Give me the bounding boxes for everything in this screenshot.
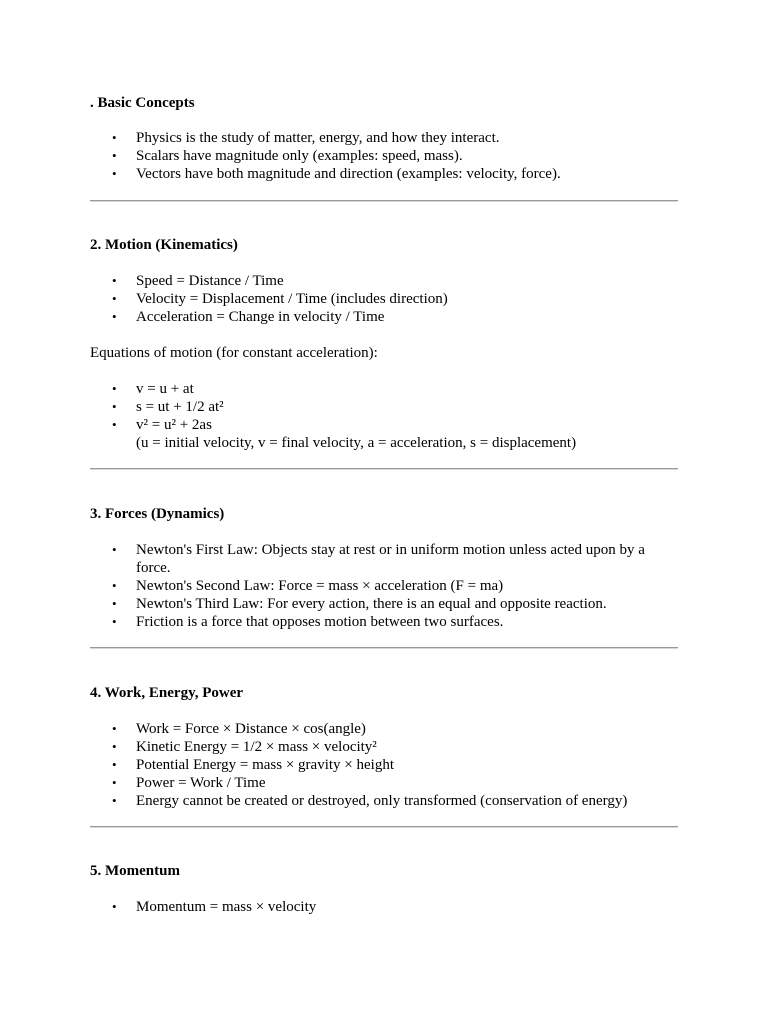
- list-item: • Speed = Distance / Time: [112, 273, 284, 289]
- list-item: • Friction is a force that opposes motion between two surfaces.: [112, 614, 504, 630]
- bullet-icon: •: [112, 309, 117, 324]
- bullet-icon: •: [112, 757, 117, 772]
- section-heading-momentum: 5. Momentum: [90, 863, 180, 879]
- bullet-icon: •: [112, 596, 117, 611]
- list-item: • Momentum = mass × velocity: [112, 899, 317, 915]
- bullet-icon: •: [112, 130, 117, 145]
- motion-list: [90, 272, 678, 326]
- list-item: • Physics is the study of matter, energy, and how they interact.: [112, 130, 500, 146]
- list-item: • Newton's Second Law: Force = mass × acceleration (F = ma): [112, 578, 504, 594]
- bullet-icon: •: [112, 148, 117, 163]
- list-item: • v = u + at: [112, 381, 194, 397]
- list-item: • Newton's Third Law: For every action, there is an equal and opposite reaction.: [112, 596, 607, 612]
- bullet-icon: •: [112, 291, 117, 306]
- momentum-list: [90, 898, 678, 916]
- forces-list: [90, 541, 678, 631]
- bullet-icon: •: [112, 166, 117, 181]
- list-item: • Vectors have both magnitude and direction (examples: velocity, force).: [112, 166, 561, 182]
- list-item: • Work = Force × Distance × cos(angle): [112, 721, 366, 737]
- section-divider: [90, 200, 678, 202]
- bullet-icon: •: [112, 899, 117, 914]
- bullet-icon: •: [112, 739, 117, 754]
- list-item: • Newton's First Law: Objects stay at rest or in uniform motion unless acted upon by a force.: [112, 542, 645, 576]
- bullet-icon: •: [112, 721, 117, 736]
- section-heading-forces: 3. Forces (Dynamics): [90, 506, 225, 522]
- list-item: • Velocity = Displacement / Time (includes direction): [112, 291, 448, 307]
- section-divider: [90, 826, 678, 828]
- section-heading-basic-concepts: . Basic Concepts: [90, 95, 195, 111]
- basic-concepts-list: [90, 129, 678, 183]
- list-item: • Scalars have magnitude only (examples: speed, mass).: [112, 148, 463, 164]
- list-item: • Acceleration = Change in velocity / Time: [112, 309, 385, 325]
- bullet-icon: •: [112, 417, 117, 432]
- bullet-icon: •: [112, 793, 117, 808]
- bullet-icon: •: [112, 614, 117, 629]
- list-item: • v² = u² + 2as (u = initial velocity, v = final velocity, a = acceleration, s = displacement): [112, 417, 577, 451]
- bullet-icon: •: [112, 578, 117, 593]
- list-item: • Energy cannot be created or destroyed, only transformed (conservation of energy): [112, 793, 628, 809]
- equations-list: [90, 380, 678, 452]
- work-energy-list: [90, 720, 678, 810]
- section-heading-motion: 2. Motion (Kinematics): [90, 237, 238, 253]
- equations-intro: Equations of motion (for constant acceleration):: [90, 345, 378, 361]
- bullet-icon: •: [112, 273, 117, 288]
- list-item: • Potential Energy = mass × gravity × height: [112, 757, 394, 773]
- list-item: • s = ut + 1/2 at²: [112, 399, 224, 415]
- bullet-icon: •: [112, 775, 117, 790]
- section-divider: [90, 647, 678, 649]
- bullet-icon: •: [112, 381, 117, 396]
- bullet-icon: •: [112, 542, 117, 557]
- section-heading-work-energy-power: 4. Work, Energy, Power: [90, 685, 244, 701]
- list-item: • Power = Work / Time: [112, 775, 266, 791]
- section-divider: [90, 468, 678, 470]
- list-item: • Kinetic Energy = 1/2 × mass × velocity²: [112, 739, 377, 755]
- bullet-icon: •: [112, 399, 117, 414]
- equations-note: (u = initial velocity, v = final velocity, a = acceleration, s = displacement): [136, 435, 577, 451]
